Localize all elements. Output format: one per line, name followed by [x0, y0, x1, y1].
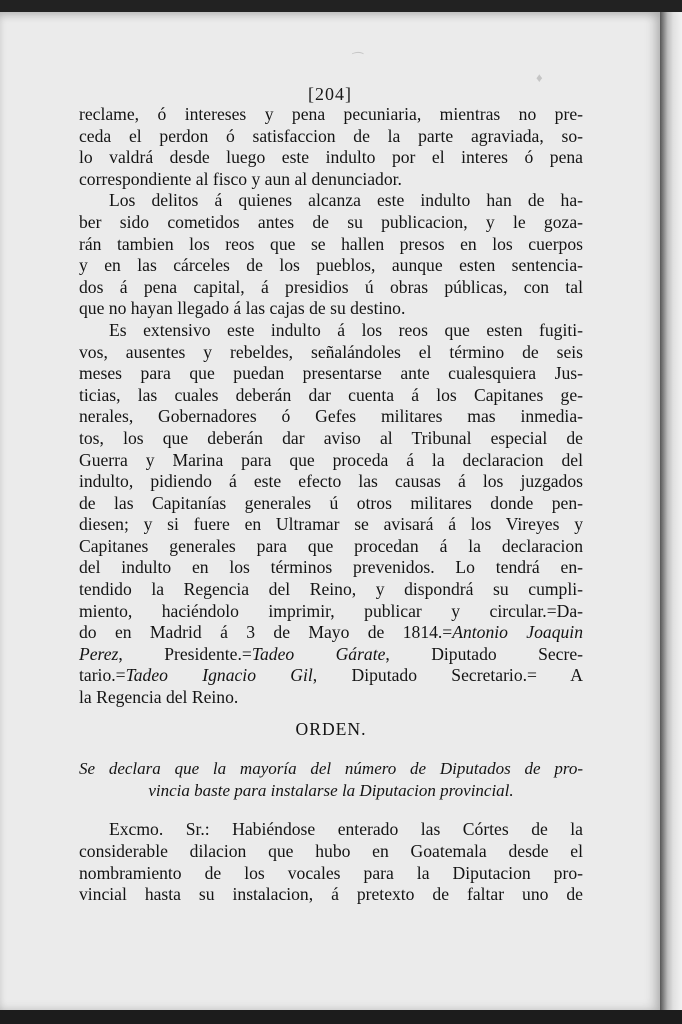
signature-line — [79, 665, 583, 687]
bleed-through-mark: ⁀ — [350, 52, 361, 67]
text-line: nombramiento de los vocales para la Diputacion pro- — [79, 862, 583, 883]
text-line: vos, ausentes y rebeldes, señalándoles el término de seis — [79, 341, 583, 362]
text-line: indulto, pidiendo á este efecto las causas á los juzgados — [79, 471, 583, 492]
text-line: reclame, ó intereses y pena pecuniaria, mientras no pre- — [79, 104, 583, 124]
text-line: nerales, Gobernadores ó Gefes militares mas inmedia- — [79, 406, 583, 427]
text-line: de las Capitanías generales ú otros militares donde pen- — [79, 492, 583, 513]
signatory-role: , Diputado Secre- — [385, 643, 584, 664]
text-line: vincial hasta su instalacion, á pretexto de faltar uno de — [79, 884, 583, 905]
signature-line — [79, 622, 583, 644]
signatory-role: tario.= — [79, 665, 126, 686]
bleed-through-mark: ♦ — [536, 70, 543, 85]
signatory-role: , Diputado Secretario.= A — [312, 665, 583, 686]
signatory-name: Antonio Joaquin — [452, 622, 583, 643]
page-number: [204] — [308, 84, 352, 104]
text-line: diesen; y si fuere en Ultramar se avisará á los Vireyes y — [79, 514, 583, 535]
text-line: ber sido cometidos antes de su publicacion, y le goza- — [79, 211, 583, 232]
text-line: Excmo. Sr.: Habiéndose enterado las Córtes de la — [109, 819, 583, 840]
section-heading: ORDEN. — [295, 718, 367, 739]
date-text: do en Madrid á 3 de Mayo de 1814.= — [79, 622, 453, 643]
text-line: ceda el perdon ó satisfaccion de la parte agraviada, so- — [79, 125, 583, 146]
text-line: del indulto en los términos prevenidos. Lo tendrá en- — [79, 557, 583, 578]
text-line: considerable dilacion que hubo en Goatemala desde el — [79, 841, 583, 861]
text-line: Los delitos á quienes alcanza este indulto han de ha- — [109, 190, 583, 211]
order-summary-line: vincia baste para instalarse la Diputacion provincial. — [148, 780, 514, 800]
signatory-name: Perez — [79, 643, 119, 664]
signatory-role: , Presidente.= — [118, 643, 252, 664]
page-text — [79, 104, 583, 906]
page-gutter — [660, 12, 682, 1010]
text-line: tendido la Regencia del Reino, y dispondrá su cumpli- — [79, 579, 583, 600]
scan-bottom-edge — [0, 1010, 682, 1024]
signatory-name: Tadeo Gárate — [251, 643, 386, 664]
text-line: y en las cárceles de los pueblos, aunque esten sentencia- — [79, 255, 583, 276]
text-line: tos, los que deberán dar aviso al Tribunal especial de — [79, 427, 583, 448]
text-line: rán tambien los reos que se hallen presos en los cuerpos — [79, 233, 583, 254]
text-line: dos á pena capital, á presidios ú obras públicas, con tal — [79, 276, 583, 297]
spacer — [79, 801, 583, 819]
text-line: Es extensivo este indulto á los reos que esten fugiti- — [109, 319, 583, 340]
signature-line — [79, 644, 583, 666]
closing-line: la Regencia del Reino. — [79, 687, 239, 708]
text-line: correspondiente al fisco y aun al denunciador. — [79, 168, 402, 189]
signatory-name: Tadeo Ignacio Gil — [125, 665, 313, 686]
order-summary-line: Se declara que la mayoría del número de Diputados de pro- — [79, 759, 583, 779]
text-line: que no hayan llegado á las cajas de su destino. — [79, 298, 406, 319]
text-line: lo valdrá desde luego este indulto por el interes ó pena — [79, 147, 583, 168]
text-line: ticias, las cuales deberán dar cuenta á los Capitanes ge- — [79, 384, 583, 405]
text-line: miento, haciéndolo imprimir, publicar y circular.=Da- — [79, 600, 583, 621]
text-line: Capitanes generales para que procedan á la declaracion — [79, 535, 583, 556]
text-line: Guerra y Marina para que proceda á la declaracion del — [79, 449, 583, 470]
scan-top-edge — [0, 0, 682, 12]
text-line: meses para que puedan presentarse ante cualesquiera Jus- — [79, 363, 583, 384]
